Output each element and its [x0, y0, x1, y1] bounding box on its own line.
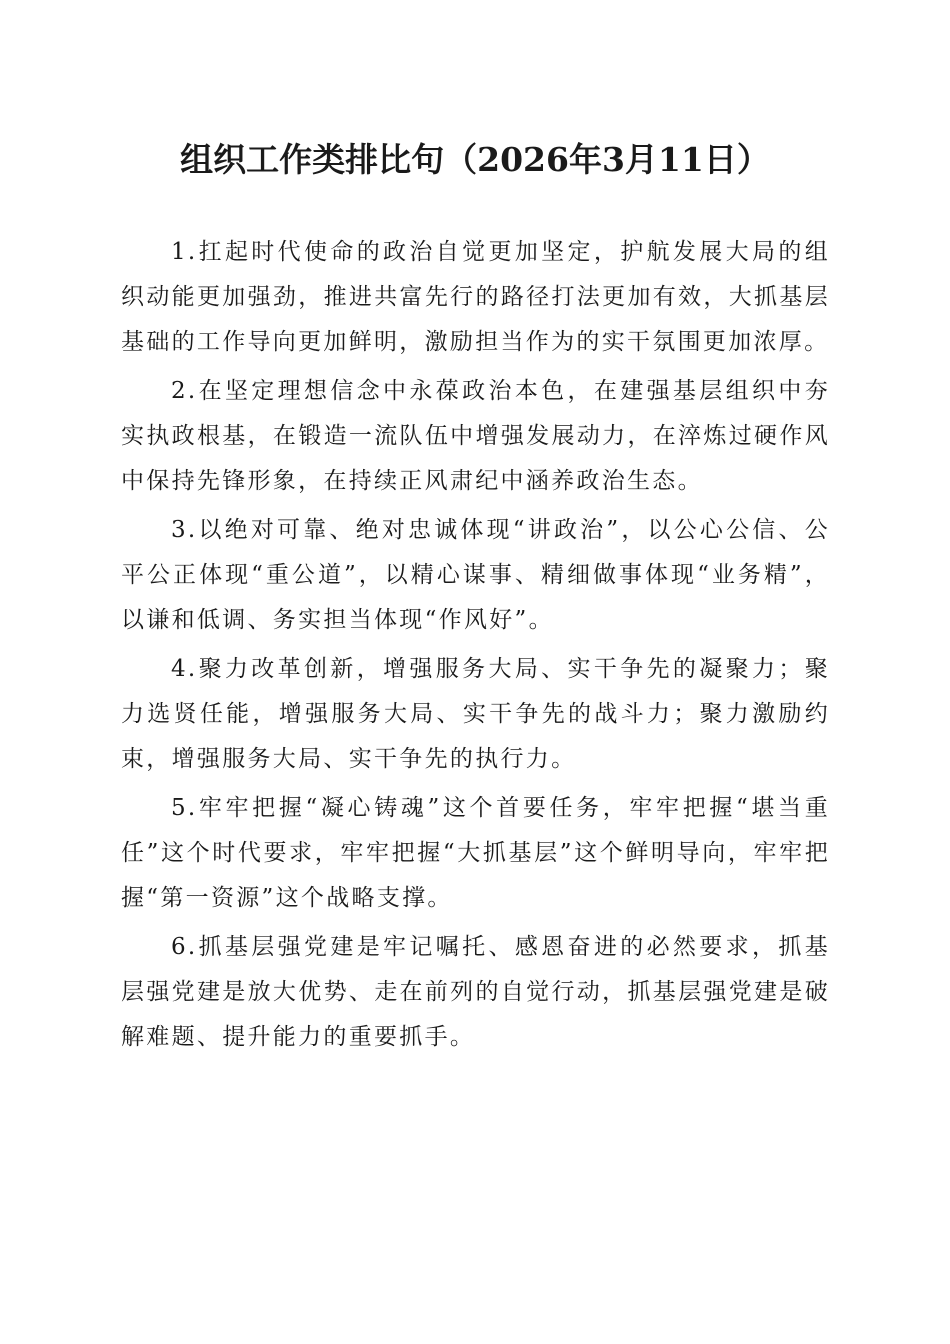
paragraph-3: 3.以绝对可靠、绝对忠诚体现“讲政治”，以公心公信、公平公正体现“重公道”，以精心谋事、精细做事体现“业务精”，以谦和低调、务实担当体现“作风好”。	[121, 517, 830, 633]
paragraph-6: 6.抓基层强党建是牢记嘱托、感恩奋进的必然要求，抓基层强党建是放大优势、走在前列的自觉行动，抓基层强党建是破解难题、提升能力的重要抓手。	[121, 934, 830, 1050]
paragraph-4: 4.聚力改革创新，增强服务大局、实干争先的凝聚力；聚力选贤任能，增强服务大局、实干争先的战斗力；聚力激励约束，增强服务大局、实干争先的执行力。	[121, 656, 830, 772]
paragraph-1: 1.扛起时代使命的政治自觉更加坚定，护航发展大局的组织动能更加强劲，推进共富先行的路径打法更加有效，大抓基层基础的工作导向更加鲜明，激励担当作为的实干氛围更加浓厚。	[121, 239, 830, 355]
paragraph-2: 2.在坚定理想信念中永葆政治本色，在建强基层组织中夯实执政根基，在锻造一流队伍中增强发展动力，在淬炼过硬作风中保持先锋形象，在持续正风肃纪中涵养政治生态。	[121, 378, 830, 494]
document-title: 组织工作类排比句（2026年3月11日）	[180, 140, 770, 179]
document-body	[121, 230, 830, 1064]
paragraph-5: 5.牢牢把握“凝心铸魂”这个首要任务，牢牢把握“堪当重任”这个时代要求，牢牢把握“大抓基层”这个鲜明导向，牢牢把握“第一资源”这个战略支撑。	[121, 795, 830, 911]
